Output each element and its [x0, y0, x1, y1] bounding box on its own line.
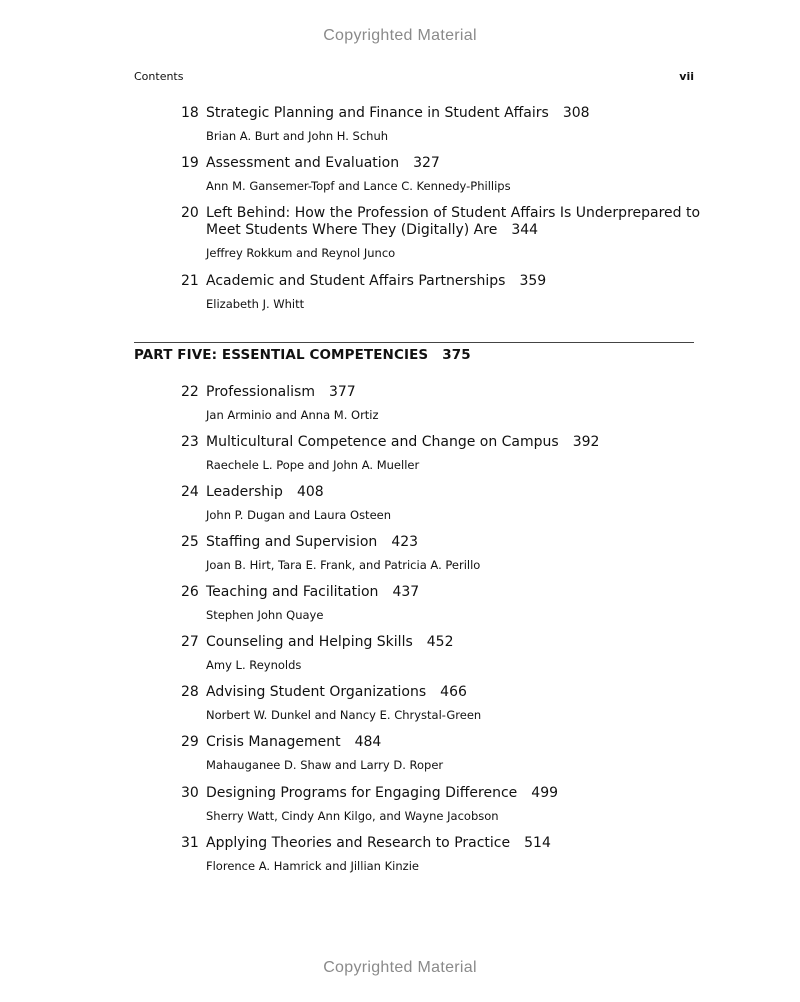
- chapter-title: Strategic Planning and Finance in Student Affairs: [206, 105, 549, 121]
- chapter-number: 27: [181, 634, 199, 650]
- toc-entry: [181, 384, 701, 422]
- chapter-page: 392: [572, 434, 600, 450]
- chapter-number: 31: [181, 835, 199, 851]
- chapter-authors: Elizabeth J. Whitt: [206, 297, 305, 311]
- chapter-page: 466: [440, 684, 467, 700]
- toc-entry: [181, 484, 701, 522]
- watermark-bottom: Copyrighted Material: [323, 959, 477, 976]
- chapter-number: 22: [181, 384, 199, 400]
- part-page: 375: [442, 347, 471, 363]
- chapter-page: 514: [524, 835, 551, 851]
- chapter-title: Advising Student Organizations: [206, 684, 427, 700]
- toc-entry: [181, 205, 701, 260]
- toc-entry: [181, 835, 701, 873]
- chapter-number: 28: [181, 684, 199, 700]
- part-heading: [134, 347, 471, 363]
- toc-entry: [181, 785, 701, 823]
- chapter-number: 19: [181, 155, 199, 171]
- chapter-number: 26: [181, 584, 199, 600]
- chapter-authors: Stephen John Quaye: [206, 608, 324, 622]
- chapter-authors: Brian A. Burt and John H. Schuh: [206, 129, 389, 143]
- chapter-number: 21: [181, 273, 199, 289]
- chapter-page: 499: [531, 785, 559, 801]
- chapter-page: 327: [413, 155, 440, 171]
- chapter-number: 30: [181, 785, 199, 801]
- chapter-authors: Joan B. Hirt, Tara E. Frank, and Patricia A. Perillo: [206, 558, 481, 572]
- watermark-top: Copyrighted Material: [323, 27, 477, 44]
- chapter-page: 423: [391, 534, 419, 550]
- running-head-section: Contents: [134, 70, 184, 83]
- part-divider: [134, 342, 694, 343]
- toc-entry: [181, 434, 701, 472]
- running-head-page-number: vii: [679, 70, 694, 83]
- chapter-title: Applying Theories and Research to Practice: [206, 835, 511, 851]
- chapter-number: 20: [181, 205, 199, 221]
- chapter-authors: Jeffrey Rokkum and Reynol Junco: [206, 246, 396, 260]
- chapter-page: 377: [328, 384, 356, 400]
- chapter-number: 29: [181, 734, 199, 750]
- toc-entry: [181, 534, 701, 572]
- chapter-authors: Amy L. Reynolds: [206, 658, 302, 672]
- toc-entry: [181, 634, 701, 672]
- toc-entry: [181, 105, 701, 143]
- toc-entry: [181, 684, 701, 722]
- chapter-authors: Ann M. Gansemer-Topf and Lance C. Kennedy-Phillips: [206, 179, 511, 193]
- chapter-title: Crisis Management: [206, 734, 341, 750]
- toc-entry: [181, 734, 701, 772]
- toc-entry: [181, 273, 701, 311]
- chapter-authors: Norbert W. Dunkel and Nancy E. Chrystal-Green: [206, 708, 482, 722]
- chapter-title: Staffing and Supervision: [206, 534, 378, 550]
- chapter-title: Teaching and Facilitation: [206, 584, 379, 600]
- chapter-title: Professionalism: [206, 384, 315, 400]
- chapter-title: Designing Programs for Engaging Difference: [206, 785, 518, 801]
- chapter-authors: Mahauganee D. Shaw and Larry D. Roper: [206, 758, 444, 772]
- chapter-page: 437: [392, 584, 420, 600]
- chapter-page: 452: [426, 634, 454, 650]
- chapter-page: 344: [511, 222, 539, 238]
- chapter-number: 24: [181, 484, 199, 500]
- chapter-authors: Jan Arminio and Anna M. Ortiz: [206, 408, 379, 422]
- toc-entry: [181, 155, 701, 193]
- chapter-title: Assessment and Evaluation: [206, 155, 400, 171]
- chapter-page: 484: [354, 734, 382, 750]
- chapter-title: Left Behind: How the Profession of Student Affairs Is Underprepared to Meet Students Where They (Digitally) Are: [206, 205, 701, 238]
- toc-entry: [181, 584, 701, 622]
- chapter-title: Academic and Student Affairs Partnerships: [206, 273, 506, 289]
- chapter-page: 359: [519, 273, 547, 289]
- chapter-page: 408: [296, 484, 324, 500]
- chapter-title: Counseling and Helping Skills: [206, 634, 413, 650]
- chapter-authors: Sherry Watt, Cindy Ann Kilgo, and Wayne Jacobson: [206, 809, 499, 823]
- part-title: PART FIVE: ESSENTIAL COMPETENCIES: [134, 347, 429, 363]
- chapter-title: Leadership: [206, 484, 283, 500]
- chapter-number: 25: [181, 534, 199, 550]
- chapter-authors: Florence A. Hamrick and Jillian Kinzie: [206, 859, 419, 873]
- chapter-page: 308: [562, 105, 590, 121]
- chapter-number: 18: [181, 105, 199, 121]
- chapter-number: 23: [181, 434, 199, 450]
- chapter-authors: Raechele L. Pope and John A. Mueller: [206, 458, 420, 472]
- chapter-title: Multicultural Competence and Change on Campus: [206, 434, 559, 450]
- chapter-authors: John P. Dugan and Laura Osteen: [206, 508, 392, 522]
